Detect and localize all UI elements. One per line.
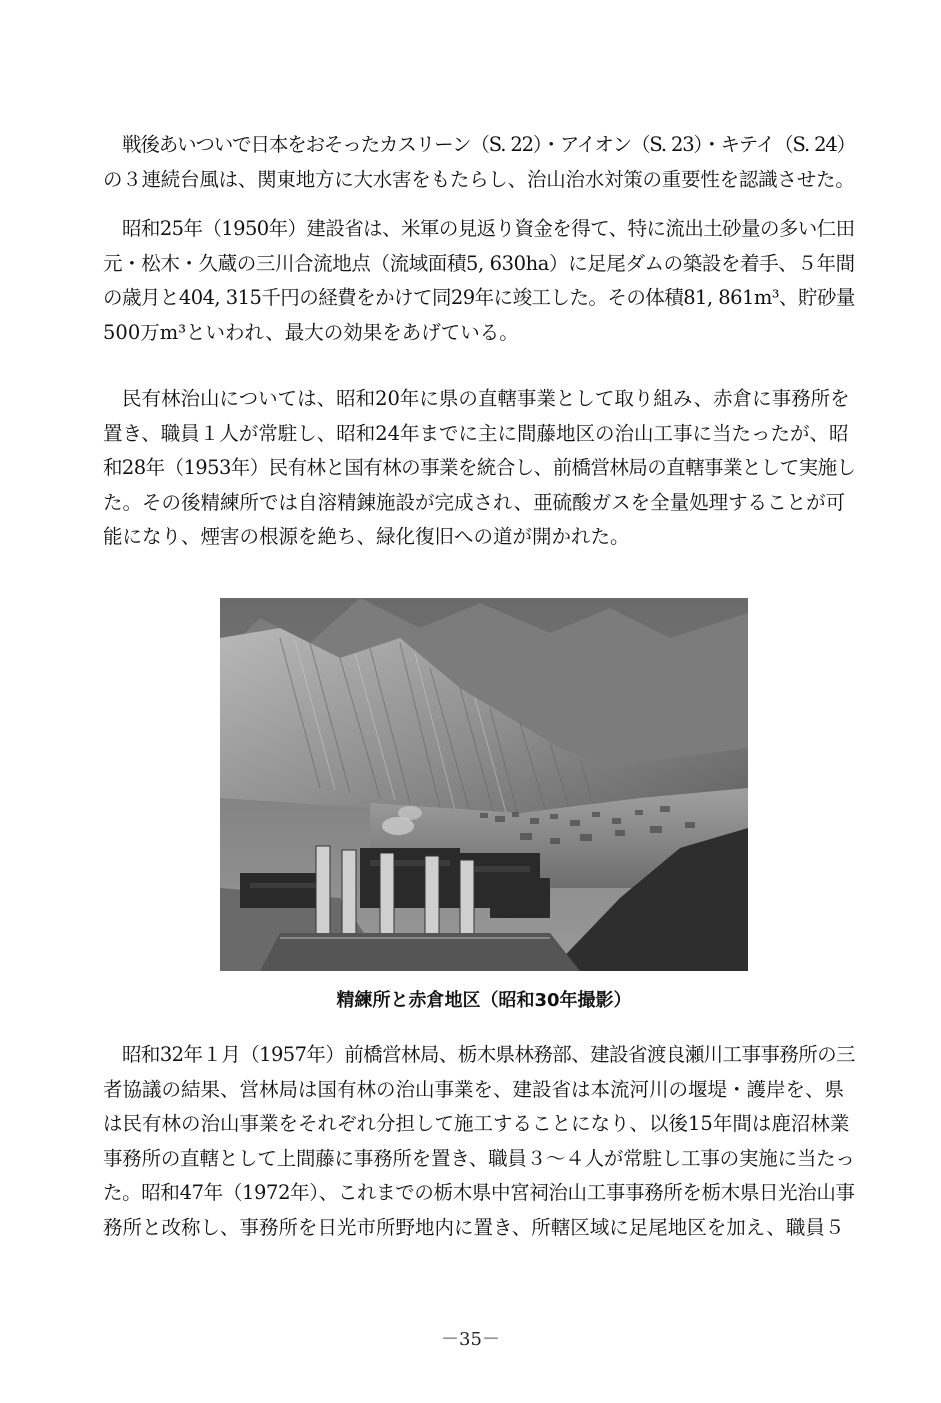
text-line: 戦後あいついで日本をおそったカスリーン（S. 22）・アイオン（S. 23）・キテイ（S. 24）: [122, 133, 856, 156]
text-line: た。昭和47年（1972年）、これまでの栃木県中宮祠治山工事事務所を栃木県日光治山事: [103, 1181, 855, 1204]
photo-illustration: [220, 598, 748, 971]
smelter-photo: [220, 598, 748, 971]
paragraph-2: [103, 212, 855, 350]
photo-caption: 精練所と赤倉地区（昭和30年撮影）: [336, 990, 632, 1011]
paragraph-1: [103, 128, 855, 197]
text-line: 務所と改称し、事務所を日光市所野地内に置き、所轄区域に足尾地区を加え、職員５: [103, 1215, 845, 1239]
text-line: の３連続台風は、関東地方に大水害をもたらし、治山治水対策の重要性を認識させた。: [103, 167, 855, 191]
text-line: 500万m³といわれ、最大の効果をあげている。: [103, 320, 519, 344]
paragraph-4: [103, 1038, 855, 1245]
page-number: －35－: [441, 1329, 500, 1350]
text-line: 和28年（1953年）民有林と国有林の事業を統合し、前橋営林局の直轄事業として実施し: [103, 456, 856, 479]
text-line: 置き、職員１人が常駐し、昭和24年までに主に間藤地区の治山工事に当たったが、昭: [103, 421, 849, 445]
text-line: た。その後精練所では自溶精錬施設が完成され、亜硫酸ガスを全量処理することが可: [103, 490, 846, 514]
text-line: 昭和32年１月（1957年）前橋営林局、栃木県林務部、建設省渡良瀬川工事事務所の三: [122, 1043, 855, 1066]
text-line: 事務所の直轄として上間藤に事務所を置き、職員３～４人が常駐し工事の実施に当たっ: [103, 1146, 855, 1170]
text-line: は民有林の治山事業をそれぞれ分担して施工することになり、以後15年間は鹿沼林業: [103, 1112, 850, 1135]
text-line: 元・松木・久蔵の三川合流地点（流域面積5, 630ha）に足尾ダムの築設を着手、５年間: [103, 251, 855, 275]
text-line: 民有林治山については、昭和20年に県の直轄事業として取り組み、赤倉に事務所を: [122, 387, 850, 410]
text-line: の歳月と404, 315千円の経費をかけて同29年に竣工した。その体積81, 861m³、貯砂量: [103, 286, 855, 309]
paragraph-3: [103, 382, 855, 555]
text-line: 能になり、煙害の根源を絶ち、緑化復旧への道が開かれた。: [103, 525, 630, 548]
text-line: 昭和25年（1950年）建設省は、米軍の見返り資金を得て、特に流出土砂量の多い仁田: [122, 217, 855, 240]
text-line: 者協議の結果、営林局は国有林の治山事業を、建設省は本流河川の堰堤・護岸を、県: [103, 1077, 845, 1101]
